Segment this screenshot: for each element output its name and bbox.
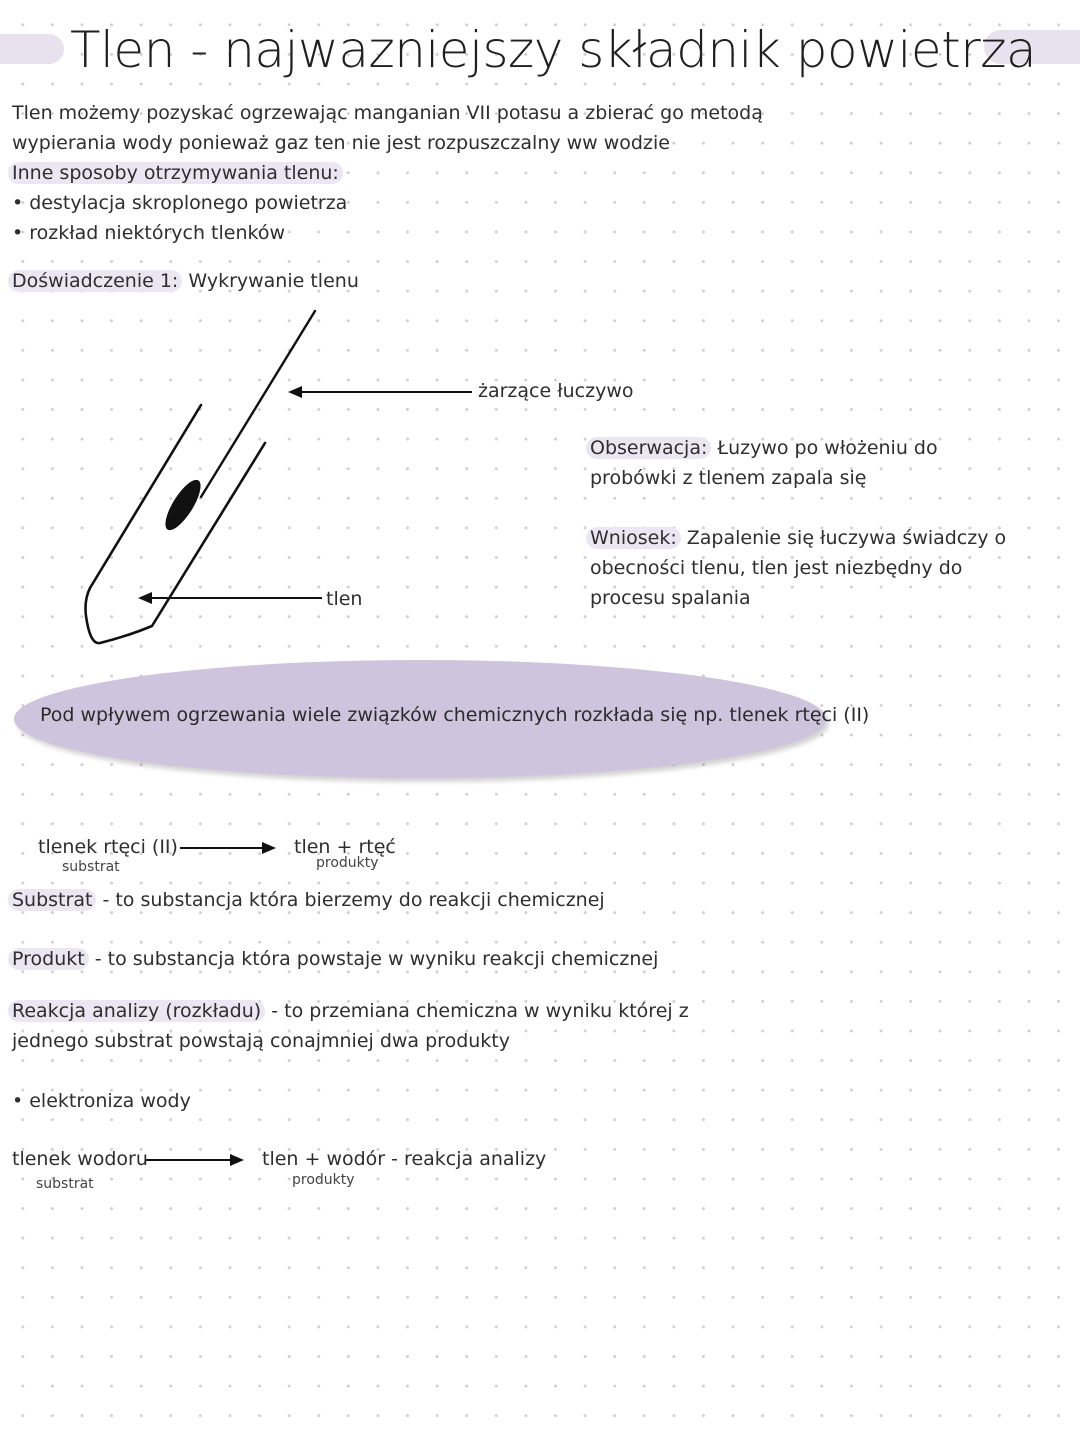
reaction1-substrate: tlenek rtęci (II) [38,836,178,858]
reaction2-arrow-head-icon [230,1154,244,1166]
definition-substrate-term: Substrat [8,889,96,911]
reaction2-products: tlen + wodór - reakcja analizy [262,1148,547,1170]
definition-product [12,944,658,974]
reaction2-substrate-note: substrat [36,1176,94,1192]
reaction2-products-note: produkty [292,1172,355,1188]
method-item-decomposition: • rozkład niektórych tlenków [12,222,286,244]
page-title: Tlen - najwazniejszy składnik powietrza [70,21,1037,79]
electrolysis-item: • elektroniza wody [12,1090,191,1112]
observation-line-2: probówki z tlenem zapala się [590,467,867,489]
method-item-distillation: • destylacja skroplonego powietrza [12,192,348,214]
definition-analysis-text: - to przemiana chemiczna w wyniku której z [265,1000,689,1022]
definition-analysis-term: Reakcja analizy (rozkładu) [8,1000,265,1022]
definition-product-term: Produkt [8,948,89,970]
conclusion-line-2: obecności tlenu, tlen jest niezbędny do [590,557,963,579]
label-oxygen: tlen [326,588,363,610]
reaction1-products-note: produkty [316,855,379,871]
definition-substrate-text: - to substancja która bierzemy do reakcji chemicznej [96,889,605,911]
experiment-heading-rest: Wykrywanie tlenu [182,270,359,292]
conclusion-text: Zapalenie się łuczywa świadczy o [680,527,1007,549]
glowing-tip [159,475,207,535]
intro-line-2: wypierania wody ponieważ gaz ten nie jest rozpuszczalny ww wodzie [12,132,670,154]
splint-arrow-head-icon [288,386,302,398]
reaction1-products: tlen + rtęć [294,836,396,858]
definition-substrate [12,885,605,915]
conclusion-line-1 [590,523,1006,553]
highlight-text: Pod wpływem ogrzewania wiele związków chemicznych rozkłada się np. tlenek rtęci (II) [40,704,870,726]
label-glowing-splint: żarzące łuczywo [478,380,634,402]
definition-analysis-line-2: jednego substrat powstają conajmniej dwa produkty [12,1030,510,1052]
observation-text: Łuzywo po włożeniu do [711,437,938,459]
conclusion-line-3: procesu spalania [590,587,751,609]
observation-label: Obserwacja: [586,437,711,459]
intro-line-1: Tlen możemy pozyskać ogrzewając manganian VII potasu a zbierać go metodą [12,102,763,124]
reaction1-arrow-head-icon [262,842,276,854]
methods-heading-text: Inne sposoby otrzymywania tlenu: [8,162,343,184]
definition-analysis [12,996,689,1026]
conclusion-label: Wniosek: [586,527,681,549]
reaction2-substrate: tlenek wodoru [12,1148,148,1170]
observation-line-1 [590,433,938,463]
reaction1-substrate-note: substrat [62,859,120,875]
oxygen-arrow-head-icon [138,592,152,604]
splint-stick [201,311,315,497]
experiment-heading-label: Doświadczenie 1: [8,270,182,292]
definition-product-text: - to substancja która powstaje w wyniku reakcji chemicznej [88,948,659,970]
